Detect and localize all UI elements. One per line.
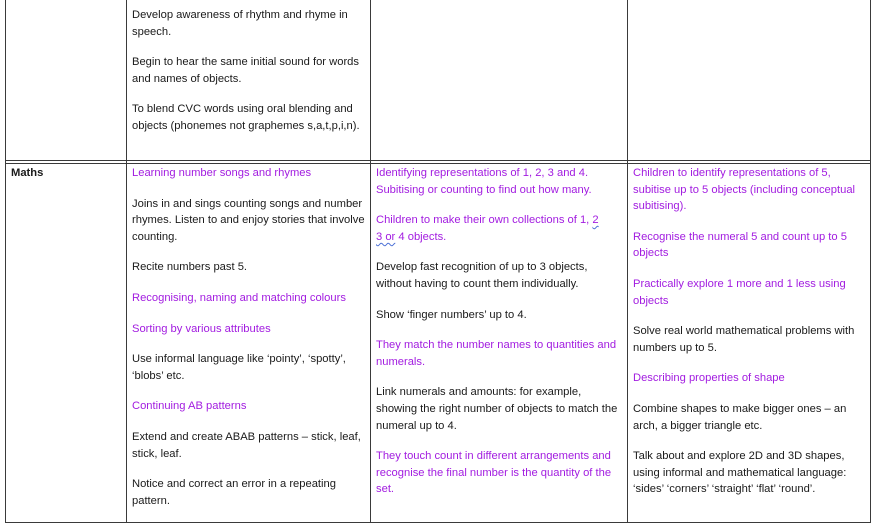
objective-item: Sorting by various attributes <box>132 322 271 335</box>
spellcheck-marked-text: 2 <box>592 214 599 227</box>
objective-item: Recognise the numeral 5 and count up to 5 objects <box>633 230 847 260</box>
collections-text: Children to make their own collections of 1, <box>376 214 593 227</box>
table-border-col2 <box>370 0 371 523</box>
table-border-right <box>870 0 871 523</box>
objective-item: Learning number songs and rhymes <box>132 167 312 179</box>
maths-col1-cell <box>132 165 366 523</box>
row-label-maths: Maths <box>11 167 44 179</box>
maths-col3-cell <box>633 165 865 512</box>
literacy-objectives-cell <box>132 7 366 149</box>
objective-item: Recognising, naming and matching colours <box>132 291 346 304</box>
subitising-line: Subitising or counting to find out how many. <box>376 183 592 196</box>
objective-item: Begin to hear the same initial sound for words and names of objects. <box>132 56 359 85</box>
collections-objective <box>376 212 624 245</box>
objective-item: Describing properties of shape <box>633 372 785 385</box>
table-border-left <box>5 0 6 523</box>
objective-item: Notice and correct an error in a repeating pattern. <box>132 478 336 507</box>
objective-item: They match the number names to quantities and numerals. <box>376 339 617 368</box>
objective-item: They touch count in different arrangements and recognise the final number is the quantity of the set. <box>376 450 612 496</box>
objective-item: Continuing AB patterns <box>132 400 247 413</box>
objective-item: Solve real world mathematical problems with numbers up to 5. <box>633 325 855 354</box>
row-divider-bottom <box>5 163 871 164</box>
objective-item: Develop awareness of rhythm and rhyme in speech. <box>132 9 348 38</box>
objective-item: Show ‘finger numbers’ up to 4. <box>376 308 527 321</box>
collections-text-end: 4 objects. <box>395 230 447 243</box>
objective-item: Recite numbers past 5. <box>132 261 248 274</box>
objective-item: Talk about and explore 2D and 3D shapes, using informal and mathematical language: ‘sides’ ‘corners’ ‘straight’ ‘flat’ ‘round’. <box>633 450 847 496</box>
objective-item: Link numerals and amounts: for example, showing the right number of objects to match the numeral up to 4. <box>376 386 618 432</box>
maths-col2-items <box>376 259 624 498</box>
objective-item: Use informal language like ‘pointy’, ‘spotty’, ‘blobs’ etc. <box>132 353 346 382</box>
spellcheck-marked-text: 3 or <box>376 230 396 243</box>
identifying-line: Identifying representations of 1, 2, 3 and 4. <box>376 167 589 179</box>
table-border-col1 <box>126 0 127 523</box>
row-divider-top <box>5 160 871 161</box>
identifying-objective <box>376 165 624 198</box>
maths-col2-cell <box>376 165 624 512</box>
objective-item: Practically explore 1 more and 1 less using objects <box>633 277 846 307</box>
objective-item: Children to identify representations of 5, subitise up to 5 objects (including conceptual subitising). <box>633 167 856 213</box>
objective-item: To blend CVC words using oral blending and objects (phonemes not graphemes s,a,t,p,i,n). <box>132 103 360 132</box>
table-border-col3 <box>627 0 628 523</box>
objective-item: Joins in and sings counting songs and number rhymes. Listen to and enjoy stories that involve counting. <box>132 197 365 243</box>
objective-item: Combine shapes to make bigger ones – an arch, a bigger triangle etc. <box>633 402 847 432</box>
objective-item: Extend and create ABAB patterns – stick, leaf, stick, leaf. <box>132 430 361 460</box>
objective-item: Develop fast recognition of up to 3 objects, without having to count them individually. <box>376 261 588 290</box>
